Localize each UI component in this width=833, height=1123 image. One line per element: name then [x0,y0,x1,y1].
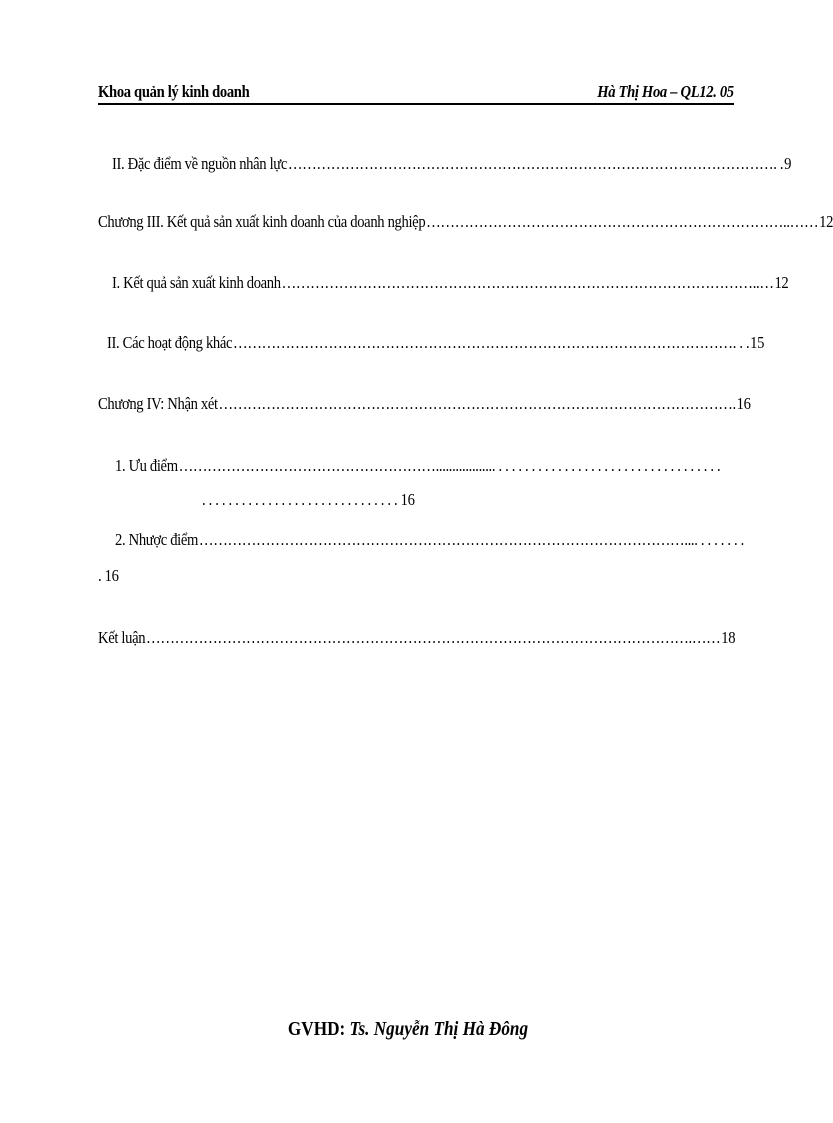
toc-leader: ………………………………………………………………………………………………. [218,394,736,413]
toc-title: Kết luận [98,628,146,647]
toc-leader: ……………………………………………….................. . . . . . . . . . . . . . . . . . . . . . . . . . . . . . . . . . . [178,456,721,475]
toc-entry-list-item [115,530,745,550]
toc-title: II. Đặc điểm về nguồn nhân lực [112,154,288,173]
toc-continuation: . . . . . . . . . . . . . . . . . . . . . . . . . . . . . . 16 [202,490,415,509]
toc-page: 16 [736,394,751,413]
supervisor-line [57,1018,759,1041]
toc-leader: …………………………………………………………………………………………………….…… [146,628,721,647]
toc-leader: …………………………………………………………………..…… [426,212,819,231]
toc-entry [98,394,751,414]
toc-page: 12 [819,212,833,231]
header-rule [98,103,734,105]
toc-number: 1. [115,456,126,475]
toc-entry [107,333,764,353]
toc-number: 2. [115,530,126,549]
toc-title: II. Các hoạt động khác [107,333,233,352]
toc-title: Nhược điểm [128,530,199,549]
toc-page: 18 [721,628,736,647]
toc-title: I. Kết quả sản xuất kinh doanh [112,273,281,292]
toc-page: 15 [750,333,765,352]
supervisor-label: GVHD: [287,1018,346,1040]
toc-entry [112,273,788,293]
toc-page: 12 [774,273,789,292]
toc-leader: …………………………………………………………………………………………. . [287,154,784,173]
toc-continuation: . 16 [98,566,119,585]
toc-title: Chương III. Kết quả sản xuất kinh doanh của doanh nghiệp [98,212,426,231]
toc-entry [98,212,833,232]
toc-leader: ……………………………………………………………………………………………. . . [233,333,750,352]
toc-entry [98,628,735,648]
toc-title: Ưu điểm [128,456,178,475]
toc-leader: ………………………………………………………………………………………..… [281,273,774,292]
supervisor-name: Ts. Nguyễn Thị Hà Đông [349,1018,529,1040]
toc-entry-list-item [115,456,721,476]
toc-title: Chương IV: Nhận xét [98,394,218,413]
toc-entry [112,154,791,174]
toc-leader: ………………………………………………………………………………………….... . . . . . . . [198,530,744,549]
author-name: Hà Thị Hoa – QL12. 05 [597,82,734,101]
toc-page: 9 [784,154,792,173]
faculty-name: Khoa quản lý kinh doanh [98,82,250,101]
